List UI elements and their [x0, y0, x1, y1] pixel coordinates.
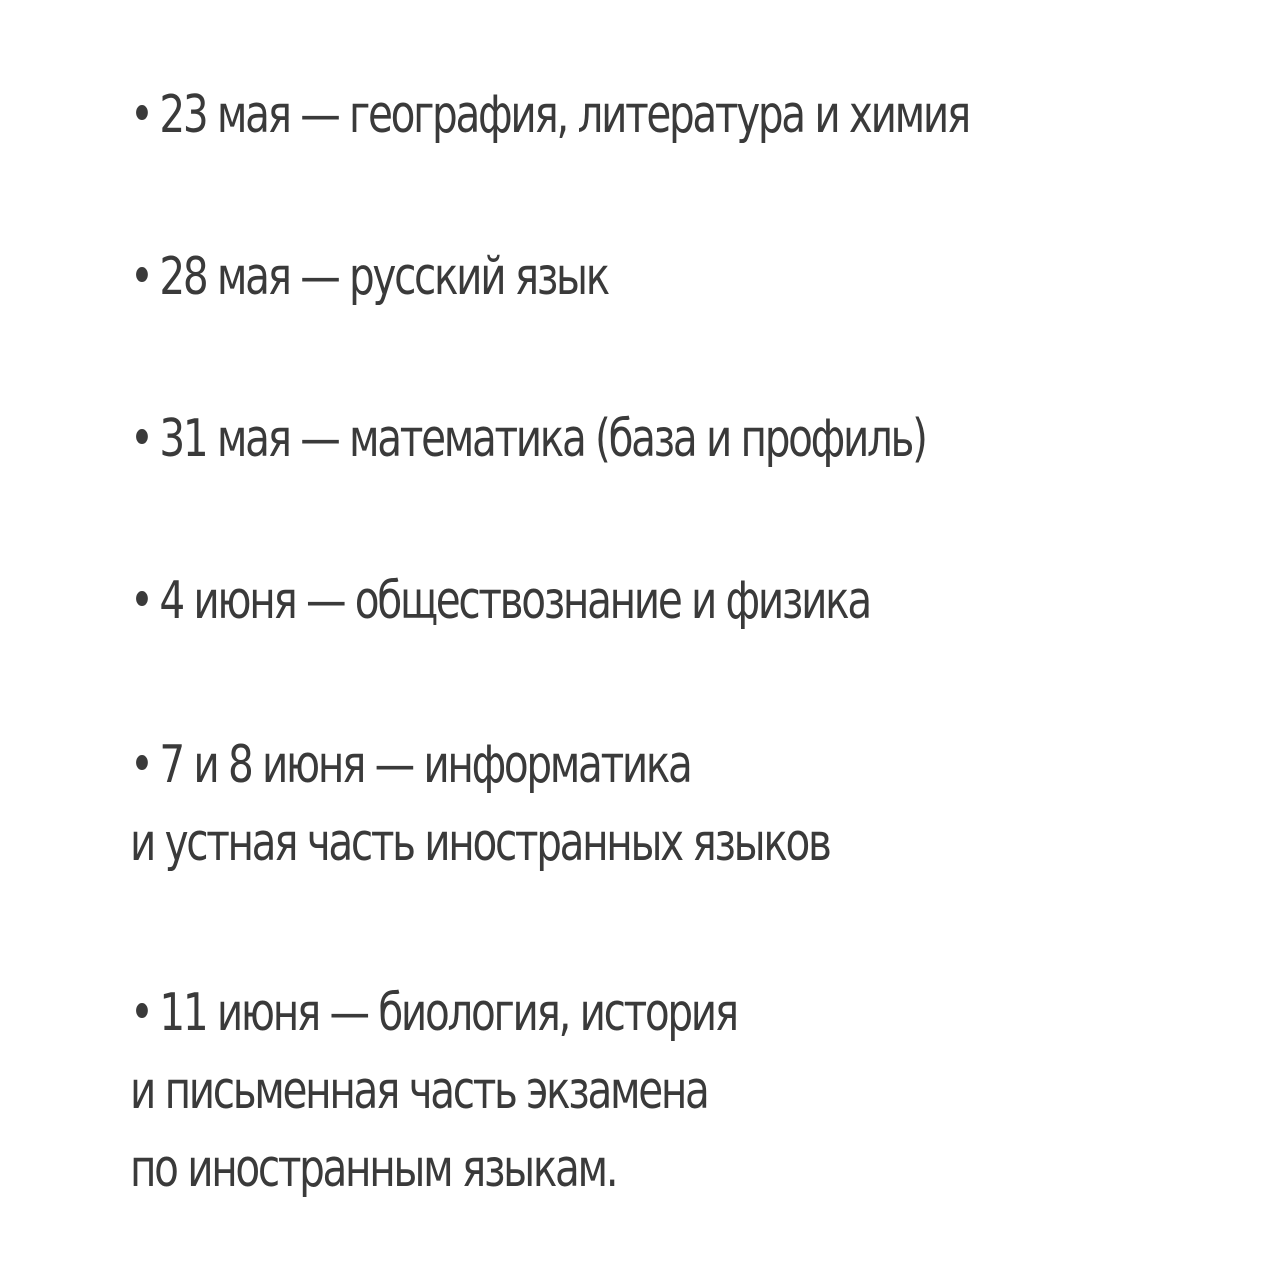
- list-item-line: [130, 76, 988, 154]
- bullet-icon: •: [130, 247, 152, 307]
- list-item-line: [130, 238, 988, 316]
- list-item: [130, 238, 1230, 316]
- bullet-icon: •: [130, 571, 152, 631]
- item-text: 7 и 8 июня — информатика: [159, 735, 691, 795]
- list-item-line-continuation: [130, 804, 988, 882]
- item-text: 11 июня — биология, история: [159, 983, 737, 1043]
- list-item: [130, 562, 1230, 640]
- list-item: [130, 726, 1230, 882]
- item-text: и устная часть иностранных языков: [130, 813, 830, 873]
- list-item: [130, 400, 1230, 478]
- list-item-line: [130, 400, 988, 478]
- bullet-icon: •: [130, 85, 152, 145]
- bullet-icon: •: [130, 983, 152, 1043]
- item-text: 31 мая — математика (база и профиль): [159, 409, 926, 469]
- item-text: 4 июня — обществознание и физика: [159, 571, 870, 631]
- list-item-line-continuation: [130, 1130, 988, 1208]
- list-item-line: [130, 974, 988, 1052]
- list-item-line-continuation: [130, 1052, 988, 1130]
- item-text: и письменная часть экзамена: [130, 1061, 708, 1121]
- bullet-icon: •: [130, 409, 152, 469]
- list-item: [130, 76, 1230, 154]
- item-text: 28 мая — русский язык: [159, 247, 608, 307]
- list-item: [130, 974, 1230, 1208]
- item-text: 23 мая — география, литература и химия: [159, 85, 969, 145]
- item-text: по иностранным языкам.: [130, 1139, 617, 1199]
- list-item-line: [130, 726, 988, 804]
- bullet-icon: •: [130, 735, 152, 795]
- list-item-line: [130, 562, 988, 640]
